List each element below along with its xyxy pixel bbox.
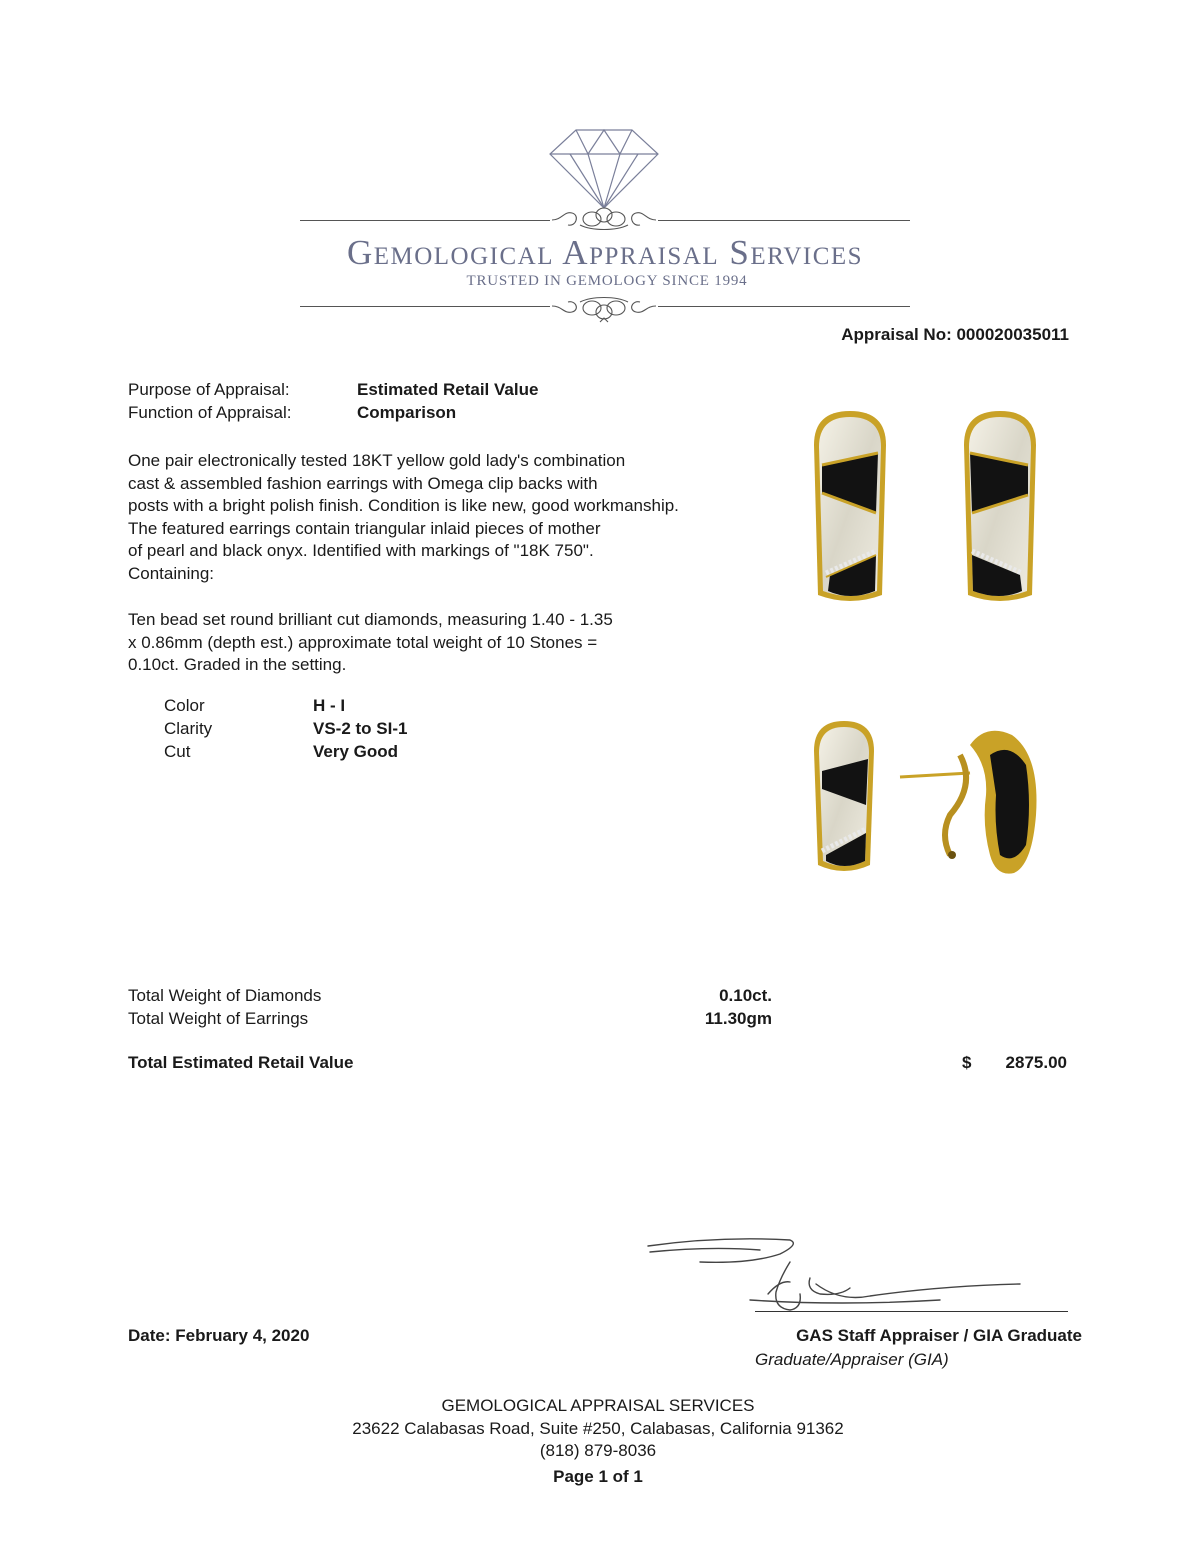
grade-label-clarity: Clarity <box>164 719 213 738</box>
total-retail-value: 2875.00 <box>1005 1053 1067 1072</box>
logo-rule-bottom-left <box>300 306 550 307</box>
footer-phone: (818) 879-8036 <box>539 1441 657 1460</box>
currency-symbol: $ <box>962 1053 972 1072</box>
company-name: Gemological Appraisal Services <box>346 233 864 272</box>
ornament-top-icon <box>550 205 658 235</box>
total-weight-earrings-label: Total Weight of Earrings <box>128 1009 309 1028</box>
ornament-bottom-icon <box>550 292 658 324</box>
grade-value-cut: Very Good <box>313 742 399 761</box>
signature-line <box>755 1311 1068 1312</box>
earrings-side-photo <box>800 715 1060 885</box>
logo-rule-top-right <box>658 220 910 221</box>
purpose-value: Estimated Retail Value <box>357 380 539 399</box>
logo-rule-top-left <box>300 220 550 221</box>
grade-value-color: H - I <box>313 696 346 715</box>
page-number: Page 1 of 1 <box>553 1467 643 1486</box>
grade-value-clarity: VS-2 to SI-1 <box>313 719 408 738</box>
footer <box>0 1395 1196 1463</box>
total-weight-diamonds-value: 0.10ct. <box>719 986 772 1005</box>
appraisal-date: Date: February 4, 2020 <box>128 1326 310 1345</box>
total-weight-earrings-value: 11.30gm <box>704 1009 772 1028</box>
footer-address: 23622 Calabasas Road, Suite #250, Calabasas, California 91362 <box>352 1418 844 1438</box>
appraiser-title: GAS Staff Appraiser / GIA Graduate <box>796 1326 1082 1345</box>
appraisal-number: Appraisal No: 000020035011 <box>841 325 1069 344</box>
grade-label-color: Color <box>164 696 205 715</box>
logo-rule-bottom-right <box>658 306 910 307</box>
footer-company: GEMOLOGICAL APPRAISAL SERVICES <box>441 1396 755 1415</box>
appraiser-subtitle: Graduate/Appraiser (GIA) <box>755 1350 949 1369</box>
grade-label-cut: Cut <box>164 742 191 761</box>
total-weight-diamonds-label: Total Weight of Diamonds <box>128 986 322 1005</box>
item-description: One pair electronically tested 18KT yellow gold lady's combination cast & assembled fashion earrings with Omega clip backs with posts with a bright polish finish. Condition is like new, good workmanship. The featured earrings contain triangular inlaid pieces of mother of pearl and black onyx. Identified with markings of "18K 750". Containing: <box>128 451 679 583</box>
diamonds-description: Ten bead set round brilliant cut diamonds, measuring 1.40 - 1.35 x 0.86mm (depth est.) approximate total weight of 10 Stones = 0.10ct. Graded in the setting. <box>128 610 613 674</box>
diamond-icon <box>548 128 660 210</box>
appraiser-signature <box>640 1232 1040 1322</box>
function-label: Function of Appraisal: <box>128 403 292 422</box>
function-value: Comparison <box>357 403 457 422</box>
company-tagline: TRUSTED IN GEMOLOGY SINCE 1994 <box>466 273 748 289</box>
total-retail-value-label: Total Estimated Retail Value <box>128 1053 354 1072</box>
earrings-front-photo <box>800 405 1060 615</box>
purpose-label: Purpose of Appraisal: <box>128 380 290 399</box>
